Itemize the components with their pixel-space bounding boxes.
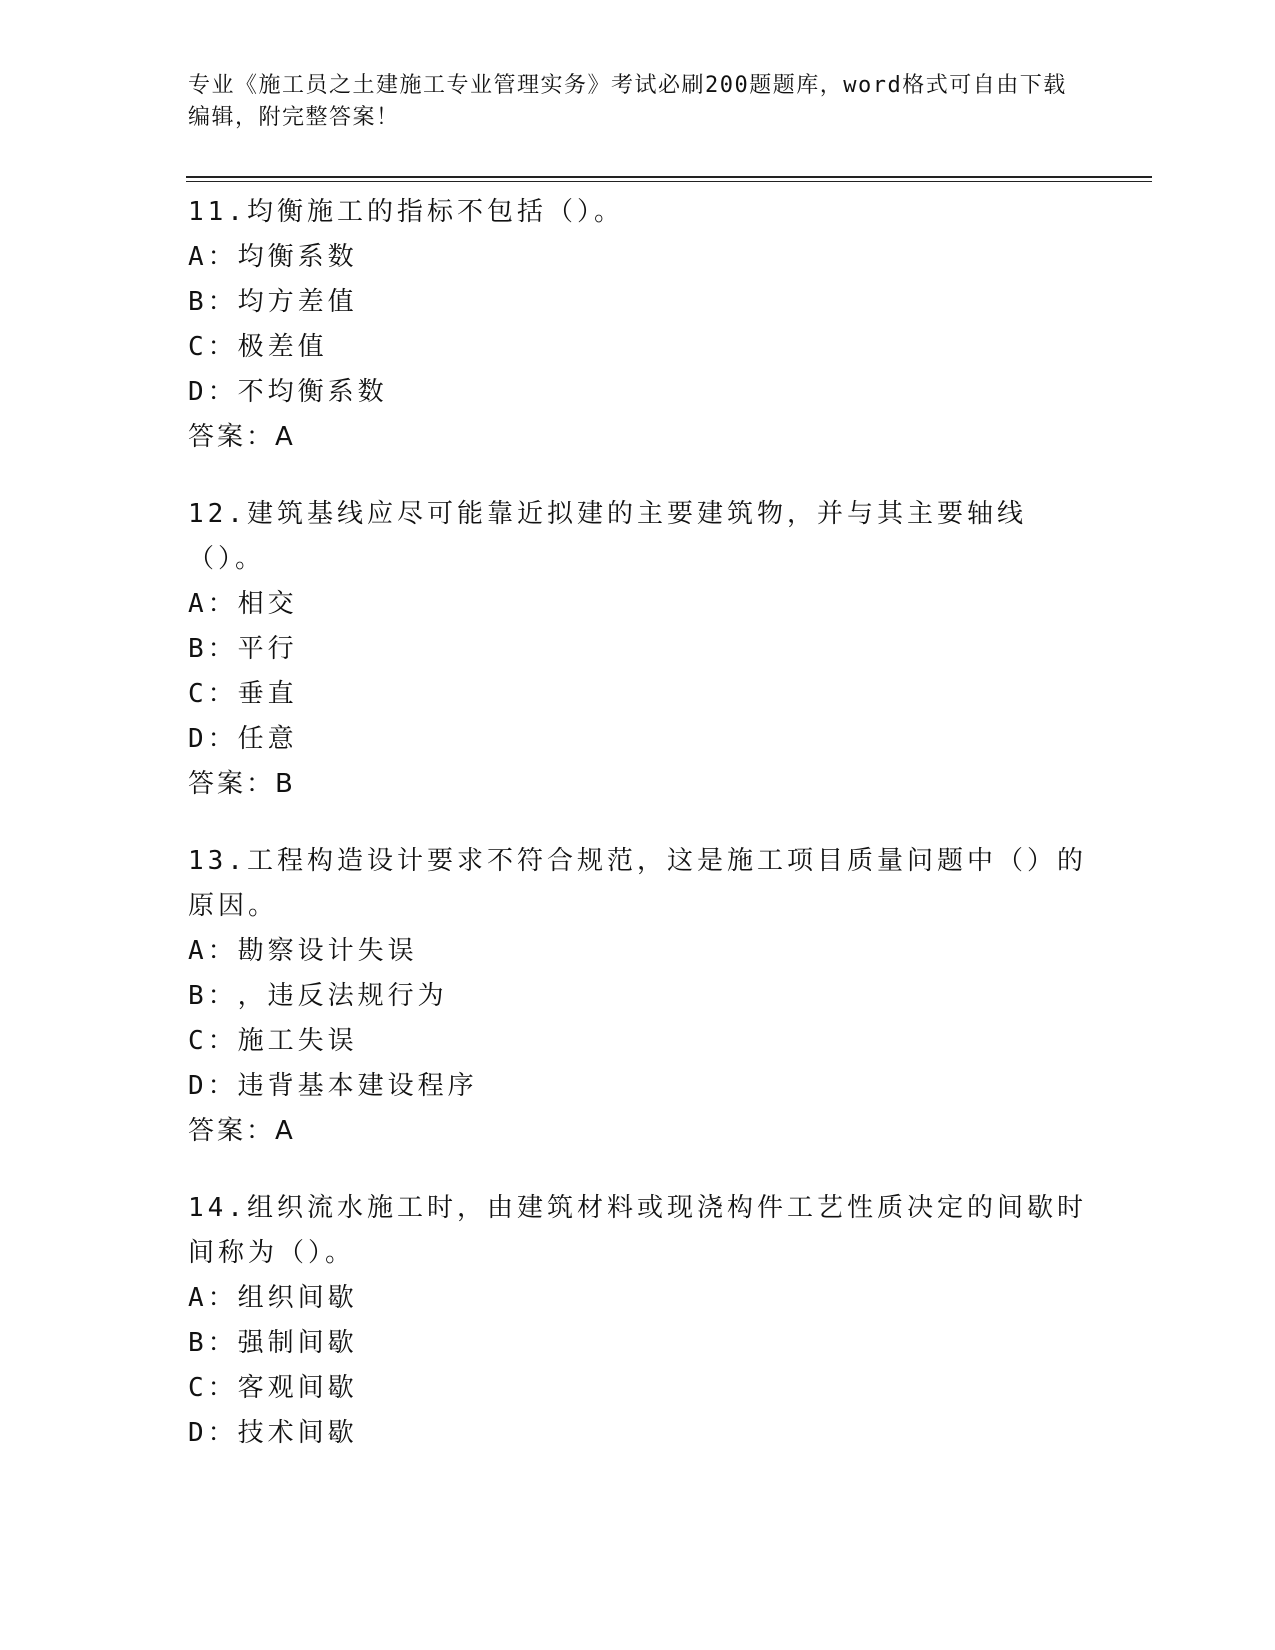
option-letter: C： (188, 332, 238, 362)
option-c (188, 325, 1088, 370)
option-letter: B： (188, 1328, 238, 1358)
document-header: 专业《施工员之土建施工专业管理实务》考试必刷200题题库，word格式可自由下载编辑，附完整答案！ (188, 73, 1067, 130)
option-a (188, 235, 1088, 280)
option-a (188, 582, 1088, 627)
option-c (188, 1366, 1088, 1411)
option-b (188, 627, 1088, 672)
question-stem: 11.均衡施工的指标不包括（）。 (188, 197, 624, 227)
option-text: 组织间歇 (237, 1283, 358, 1313)
option-letter: C： (188, 1373, 238, 1403)
option-letter: D： (188, 1071, 238, 1101)
option-text: 均衡系数 (237, 242, 358, 272)
option-text: 相交 (237, 589, 298, 619)
option-letter: D： (188, 724, 238, 754)
question-stem: 13.工程构造设计要求不符合规范，这是施工项目质量问题中（）的原因。 (188, 846, 1087, 921)
question-stem: 14.组织流水施工时，由建筑材料或现浇构件工艺性质决定的间歇时间称为（）。 (188, 1193, 1087, 1268)
option-b (188, 280, 1088, 325)
option-letter: D： (188, 1418, 238, 1448)
option-letter: A： (188, 242, 238, 272)
option-c (188, 672, 1088, 717)
option-letter: A： (188, 589, 238, 619)
option-text: 不均衡系数 (237, 377, 388, 407)
option-c (188, 1019, 1088, 1064)
question-14 (188, 1186, 1088, 1456)
question-13 (188, 839, 1088, 1154)
option-text: 任意 (237, 724, 298, 754)
option-text: 客观间歇 (237, 1373, 358, 1403)
option-d (188, 370, 1088, 415)
option-text: 平行 (237, 634, 298, 664)
option-a (188, 1276, 1088, 1321)
option-text: 强制间歇 (237, 1328, 358, 1358)
option-text: 垂直 (237, 679, 298, 709)
option-letter: A： (188, 1283, 238, 1313)
header-divider (186, 176, 1152, 182)
option-a (188, 929, 1088, 974)
option-letter: B： (188, 981, 238, 1011)
option-text: 勘察设计失误 (237, 936, 418, 966)
option-b (188, 974, 1088, 1019)
option-text: 技术间歇 (237, 1418, 358, 1448)
option-text: 违背基本建设程序 (237, 1071, 478, 1101)
option-text: 极差值 (237, 332, 328, 362)
option-text: 均方差值 (237, 287, 358, 317)
question-11 (188, 190, 1088, 460)
question-12 (188, 492, 1088, 807)
option-d (188, 1411, 1088, 1456)
answer-label: 答案：B (188, 769, 296, 799)
question-stem: 12.建筑基线应尽可能靠近拟建的主要建筑物，并与其主要轴线（）。 (188, 499, 1027, 574)
option-d (188, 1064, 1088, 1109)
question-list (188, 190, 1088, 1488)
option-letter: B： (188, 634, 238, 664)
option-letter: B： (188, 287, 238, 317)
option-text: ，违反法规行为 (237, 981, 448, 1011)
option-letter: C： (188, 679, 238, 709)
option-letter: A： (188, 936, 238, 966)
option-b (188, 1321, 1088, 1366)
option-text: 施工失误 (237, 1026, 358, 1056)
answer-label: 答案：A (188, 422, 296, 452)
option-letter: C： (188, 1026, 238, 1056)
option-d (188, 717, 1088, 762)
option-letter: D： (188, 377, 238, 407)
answer-label: 答案：A (188, 1116, 296, 1146)
